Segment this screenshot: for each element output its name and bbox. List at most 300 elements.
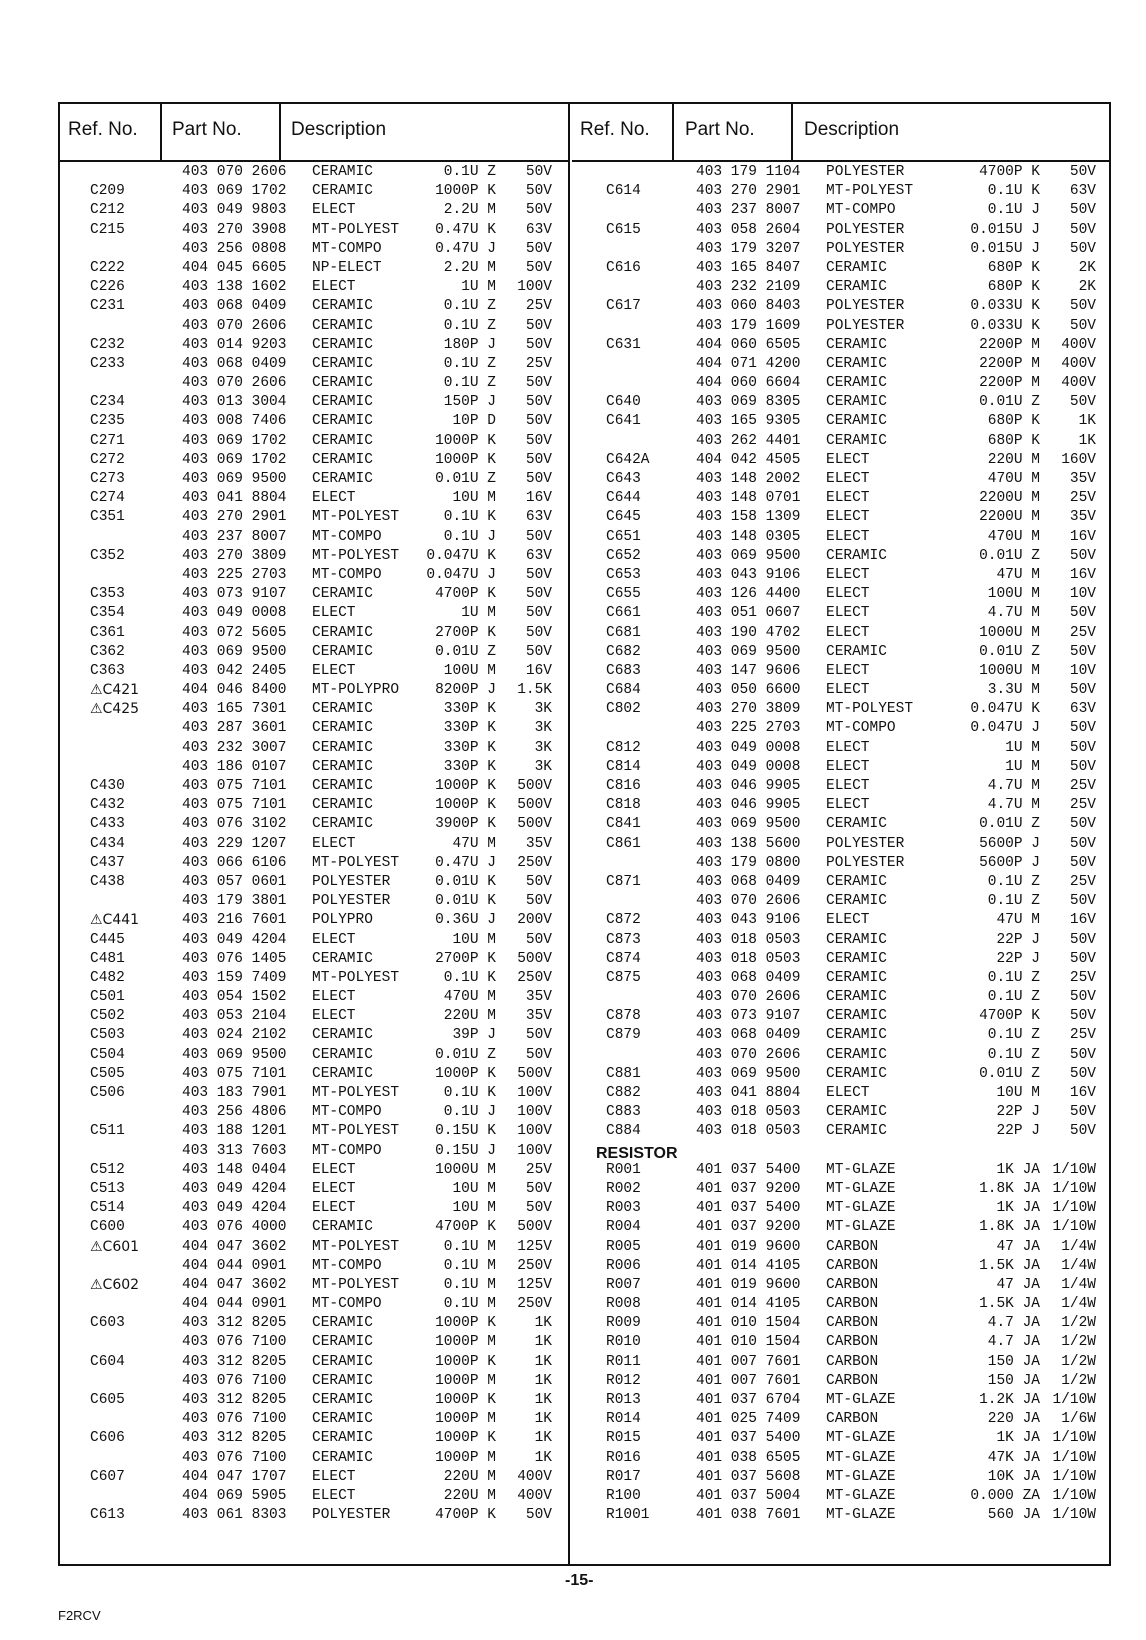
table-row bbox=[60, 411, 568, 430]
rating: 50V bbox=[1069, 835, 1096, 852]
value: 100U M bbox=[987, 586, 1040, 603]
rating: 25V bbox=[525, 1161, 552, 1178]
value: 10U M bbox=[452, 931, 496, 948]
value: 150 JA bbox=[987, 1353, 1040, 1370]
ref-no: C482 bbox=[90, 969, 125, 986]
description: CERAMIC bbox=[826, 1008, 887, 1025]
value: 1K JA bbox=[996, 1161, 1040, 1178]
value: 4700P K bbox=[979, 164, 1040, 180]
part-no: 403 049 0008 bbox=[182, 605, 287, 622]
description: CERAMIC bbox=[312, 950, 373, 967]
table-row bbox=[60, 1198, 568, 1217]
description: CARBON bbox=[826, 1315, 879, 1332]
part-no: 401 019 9600 bbox=[696, 1238, 801, 1255]
part-no: 404 044 0901 bbox=[182, 1296, 287, 1313]
part-no: 403 312 8205 bbox=[182, 1430, 287, 1447]
center-divider bbox=[568, 104, 570, 1564]
ref-no: C501 bbox=[90, 989, 125, 1006]
rating: 25V bbox=[525, 298, 552, 315]
ref-no: ⚠C421 bbox=[90, 682, 140, 699]
value: 0.01U Z bbox=[979, 643, 1040, 660]
parts-table bbox=[58, 102, 1111, 1566]
rating: 1K bbox=[534, 1430, 552, 1447]
part-no: 403 070 2606 bbox=[182, 164, 287, 180]
ref-no: R002 bbox=[606, 1180, 641, 1197]
rating: 50V bbox=[1069, 739, 1096, 756]
value: 1000P K bbox=[435, 451, 496, 468]
description: ELECT bbox=[826, 758, 870, 775]
description: CERAMIC bbox=[312, 1430, 373, 1447]
table-row bbox=[60, 220, 568, 239]
part-no: 401 037 5400 bbox=[696, 1430, 801, 1447]
ref-no: C616 bbox=[606, 259, 641, 276]
rating: 1K bbox=[534, 1334, 552, 1351]
rating: 50V bbox=[525, 432, 552, 449]
description: CERAMIC bbox=[312, 1372, 373, 1389]
description: POLYESTER bbox=[826, 221, 905, 238]
rating: 50V bbox=[1069, 816, 1096, 833]
part-no: 403 076 3102 bbox=[182, 816, 287, 833]
rating: 25V bbox=[1069, 969, 1096, 986]
part-no: 403 024 2102 bbox=[182, 1027, 287, 1044]
ref-no: C683 bbox=[606, 662, 641, 679]
ref-no: C652 bbox=[606, 547, 641, 564]
part-no: 403 270 2901 bbox=[696, 183, 801, 200]
value: 1000P M bbox=[435, 1411, 496, 1428]
rating: 400V bbox=[1061, 355, 1096, 372]
ref-no: C274 bbox=[90, 490, 125, 507]
table-row bbox=[572, 968, 1112, 987]
ref-no: C643 bbox=[606, 471, 641, 487]
part-no: 403 069 9500 bbox=[182, 1046, 287, 1063]
rating: 1/10W bbox=[1052, 1200, 1096, 1217]
rating: 500V bbox=[517, 816, 552, 833]
ref-no: C613 bbox=[90, 1507, 125, 1524]
description: NP-ELECT bbox=[312, 259, 382, 276]
table-row bbox=[572, 507, 1112, 526]
value: 0.01U K bbox=[435, 873, 496, 890]
table-row bbox=[60, 1006, 568, 1025]
description: ELECT bbox=[826, 528, 870, 545]
rating: 50V bbox=[1069, 758, 1096, 775]
rating: 35V bbox=[1069, 509, 1096, 526]
part-no: 403 018 0503 bbox=[696, 931, 801, 948]
ref-no: C871 bbox=[606, 873, 641, 890]
rating: 35V bbox=[1069, 471, 1096, 487]
ref-no: C875 bbox=[606, 969, 641, 986]
table-row bbox=[572, 565, 1112, 584]
value: 330P K bbox=[443, 739, 496, 756]
rating: 500V bbox=[517, 778, 552, 794]
description: MT-POLYEST bbox=[826, 183, 914, 200]
part-no: 403 165 9305 bbox=[696, 413, 801, 430]
part-no: 403 066 6106 bbox=[182, 854, 287, 871]
table-row bbox=[60, 584, 568, 603]
description: ELECT bbox=[826, 624, 870, 641]
description: POLYESTER bbox=[826, 854, 905, 871]
description: CERAMIC bbox=[826, 413, 887, 430]
part-no: 403 049 4204 bbox=[182, 1200, 287, 1217]
table-row bbox=[572, 1313, 1112, 1332]
table-row bbox=[572, 795, 1112, 814]
part-no: 403 256 4806 bbox=[182, 1104, 287, 1121]
rating: 100V bbox=[517, 1123, 552, 1140]
rating: 1K bbox=[534, 1392, 552, 1408]
part-no: 403 018 0503 bbox=[696, 1104, 801, 1121]
rating: 50V bbox=[525, 1027, 552, 1044]
ref-no: C651 bbox=[606, 528, 641, 545]
rating: 1K bbox=[1078, 413, 1096, 430]
value: 150 JA bbox=[987, 1372, 1040, 1389]
part-no: 403 190 4702 bbox=[696, 624, 801, 641]
value: 1U M bbox=[461, 279, 496, 296]
description: MT-POLYEST bbox=[312, 969, 400, 986]
ref-no: C215 bbox=[90, 221, 125, 238]
description: MT-COMPO bbox=[312, 528, 382, 545]
ref-no: R100 bbox=[606, 1487, 641, 1504]
table-row bbox=[60, 277, 568, 296]
rating: 100V bbox=[517, 1085, 552, 1101]
value: 1.8K JA bbox=[979, 1219, 1040, 1236]
table-row bbox=[60, 1428, 568, 1447]
value: 2200U M bbox=[979, 490, 1040, 507]
value: 0.01U K bbox=[435, 893, 496, 910]
description: CERAMIC bbox=[312, 298, 373, 315]
value: 0.01U Z bbox=[435, 643, 496, 660]
part-no: 403 013 3004 bbox=[182, 394, 287, 411]
rating: 35V bbox=[525, 1008, 552, 1025]
table-row bbox=[60, 1332, 568, 1351]
table-row bbox=[60, 488, 568, 507]
table-row bbox=[572, 1294, 1112, 1313]
table-row bbox=[60, 1275, 568, 1294]
description: CERAMIC bbox=[826, 375, 887, 392]
table-row bbox=[572, 527, 1112, 546]
table-row bbox=[60, 795, 568, 814]
value: 0.01U Z bbox=[435, 471, 496, 487]
rating: 10V bbox=[1069, 662, 1096, 679]
rating: 50V bbox=[1069, 547, 1096, 564]
description: MT-COMPO bbox=[312, 240, 382, 257]
part-no: 403 008 7406 bbox=[182, 413, 287, 430]
rating: 2K bbox=[1078, 259, 1096, 276]
description: MT-COMPO bbox=[312, 1257, 382, 1274]
ref-no: C362 bbox=[90, 643, 125, 660]
ref-no: R006 bbox=[606, 1257, 641, 1274]
value: 4.7U M bbox=[987, 605, 1040, 622]
description: CERAMIC bbox=[312, 375, 373, 392]
part-no: 403 072 5605 bbox=[182, 624, 287, 641]
description: ELECT bbox=[312, 279, 356, 296]
value: 2200U M bbox=[979, 509, 1040, 526]
part-no: 403 076 7100 bbox=[182, 1449, 287, 1466]
value: 0.1U J bbox=[443, 528, 496, 545]
ref-no-header: Ref. No. bbox=[580, 119, 650, 140]
value: 0.1U M bbox=[443, 1296, 496, 1313]
ref-no: R014 bbox=[606, 1411, 641, 1428]
table-row bbox=[60, 987, 568, 1006]
ref-no: C272 bbox=[90, 451, 125, 468]
part-no: 403 041 8804 bbox=[182, 490, 287, 507]
part-no: 403 051 0607 bbox=[696, 605, 801, 622]
part-no: 403 232 2109 bbox=[696, 279, 801, 296]
ref-no: C682 bbox=[606, 643, 641, 660]
part-no: 403 068 0409 bbox=[696, 1027, 801, 1044]
value: 2200P M bbox=[979, 355, 1040, 372]
table-row bbox=[60, 603, 568, 622]
table-row bbox=[572, 277, 1112, 296]
rating: 1/10W bbox=[1052, 1449, 1096, 1466]
rating: 50V bbox=[1069, 1123, 1096, 1140]
part-no: 401 019 9600 bbox=[696, 1276, 801, 1293]
description: CARBON bbox=[826, 1372, 879, 1389]
ref-no: C684 bbox=[606, 682, 641, 699]
ref-no: C861 bbox=[606, 835, 641, 852]
table-row bbox=[60, 1179, 568, 1198]
ref-no: C361 bbox=[90, 624, 125, 641]
divider bbox=[791, 104, 793, 160]
table-row bbox=[60, 546, 568, 565]
description: CERAMIC bbox=[312, 720, 373, 737]
ref-no: C233 bbox=[90, 355, 125, 372]
ref-no: C655 bbox=[606, 586, 641, 603]
rating: 50V bbox=[1069, 931, 1096, 948]
rating: 50V bbox=[1069, 1065, 1096, 1082]
part-no: 403 158 1309 bbox=[696, 509, 801, 526]
part-no: 403 076 7100 bbox=[182, 1372, 287, 1389]
description: CERAMIC bbox=[312, 1219, 373, 1236]
value: 22P J bbox=[996, 1104, 1040, 1121]
rating: 400V bbox=[517, 1468, 552, 1485]
ref-no: C606 bbox=[90, 1430, 125, 1447]
table-row bbox=[572, 1025, 1112, 1044]
ref-no: C645 bbox=[606, 509, 641, 526]
ref-no: C513 bbox=[90, 1180, 125, 1197]
ref-no: C883 bbox=[606, 1104, 641, 1121]
rating: 50V bbox=[525, 586, 552, 603]
description: MT-COMPO bbox=[312, 566, 382, 583]
description: CARBON bbox=[826, 1353, 879, 1370]
rating: 1K bbox=[534, 1353, 552, 1370]
rating: 50V bbox=[525, 259, 552, 276]
ref-no: C212 bbox=[90, 202, 125, 219]
description: CERAMIC bbox=[312, 164, 373, 180]
table-row bbox=[60, 1448, 568, 1467]
table-row bbox=[572, 296, 1112, 315]
description: CERAMIC bbox=[312, 317, 373, 334]
table-row bbox=[60, 776, 568, 795]
rating: 1/10W bbox=[1052, 1180, 1096, 1197]
description: CERAMIC bbox=[826, 547, 887, 564]
divider bbox=[160, 104, 162, 160]
table-row bbox=[60, 316, 568, 335]
description: CERAMIC bbox=[312, 451, 373, 468]
ref-no: C445 bbox=[90, 931, 125, 948]
description: CERAMIC bbox=[312, 586, 373, 603]
part-no: 403 049 0008 bbox=[696, 758, 801, 775]
table-row bbox=[572, 584, 1112, 603]
part-no: 403 018 0503 bbox=[696, 1123, 801, 1140]
value: 1U M bbox=[1005, 758, 1040, 775]
rating: 400V bbox=[1061, 375, 1096, 392]
table-row bbox=[572, 1371, 1112, 1390]
part-no: 401 038 7601 bbox=[696, 1507, 801, 1524]
rating: 50V bbox=[1069, 221, 1096, 238]
table-row bbox=[60, 853, 568, 872]
part-no: 403 070 2606 bbox=[696, 989, 801, 1006]
part-no: 403 069 9500 bbox=[182, 643, 287, 660]
value: 680P K bbox=[987, 413, 1040, 430]
value: 0.36U J bbox=[435, 912, 496, 929]
description: ELECT bbox=[826, 682, 870, 699]
description: POLYESTER bbox=[826, 317, 905, 334]
table-row bbox=[572, 1045, 1112, 1064]
table-row bbox=[572, 1121, 1112, 1140]
description: CARBON bbox=[826, 1296, 879, 1313]
part-no: 401 007 7601 bbox=[696, 1372, 801, 1389]
part-no: 403 070 2606 bbox=[696, 1046, 801, 1063]
table-row bbox=[60, 872, 568, 891]
part-no: 401 014 4105 bbox=[696, 1257, 801, 1274]
ref-no: C841 bbox=[606, 816, 641, 833]
part-no: 403 165 8407 bbox=[696, 259, 801, 276]
value: 22P J bbox=[996, 950, 1040, 967]
table-row bbox=[60, 1294, 568, 1313]
description: POLYESTER bbox=[826, 240, 905, 257]
description: CERAMIC bbox=[826, 931, 887, 948]
table-row bbox=[572, 1064, 1112, 1083]
rating: 25V bbox=[525, 355, 552, 372]
ref-no: C354 bbox=[90, 605, 125, 622]
ref-no: R012 bbox=[606, 1372, 641, 1389]
rating: 50V bbox=[525, 1046, 552, 1063]
ref-no: C816 bbox=[606, 778, 641, 794]
value: 0.1U Z bbox=[987, 989, 1040, 1006]
table-row bbox=[60, 968, 568, 987]
description: MT-COMPO bbox=[312, 1296, 382, 1313]
ref-no: R005 bbox=[606, 1238, 641, 1255]
value: 0.47U J bbox=[435, 854, 496, 871]
ref-no: C617 bbox=[606, 298, 641, 315]
table-row bbox=[60, 757, 568, 776]
part-no: 403 073 9107 bbox=[182, 586, 287, 603]
description: CERAMIC bbox=[312, 1027, 373, 1044]
value: 2.2U M bbox=[443, 202, 496, 219]
part-no: 404 047 3602 bbox=[182, 1276, 287, 1293]
value: 1U M bbox=[1005, 739, 1040, 756]
table-row bbox=[572, 623, 1112, 642]
part-no: 403 179 3801 bbox=[182, 893, 287, 910]
value: 0.15U K bbox=[435, 1123, 496, 1140]
value: 1000P K bbox=[435, 183, 496, 200]
part-no: 403 148 0701 bbox=[696, 490, 801, 507]
ref-no: C879 bbox=[606, 1027, 641, 1044]
rating: 1K bbox=[534, 1315, 552, 1332]
value: 0.1U M bbox=[443, 1257, 496, 1274]
ref-no: C234 bbox=[90, 394, 125, 411]
value: 0.1U Z bbox=[987, 873, 1040, 890]
ref-no: C641 bbox=[606, 413, 641, 430]
part-no: 403 041 8804 bbox=[696, 1085, 801, 1101]
description: CERAMIC bbox=[312, 778, 373, 794]
value: 0.1U J bbox=[987, 202, 1040, 219]
table-row bbox=[572, 642, 1112, 661]
table-row bbox=[60, 373, 568, 392]
value: 0.1U J bbox=[443, 1104, 496, 1121]
table-row bbox=[572, 1409, 1112, 1428]
part-no: 401 037 5400 bbox=[696, 1161, 801, 1178]
table-row bbox=[60, 930, 568, 949]
description: ELECT bbox=[826, 739, 870, 756]
description: CERAMIC bbox=[312, 432, 373, 449]
part-no: 403 270 3809 bbox=[696, 701, 801, 718]
ref-no: R007 bbox=[606, 1276, 641, 1293]
table-row bbox=[60, 1409, 568, 1428]
table-row bbox=[572, 757, 1112, 776]
description: CERAMIC bbox=[312, 394, 373, 411]
rating: 2K bbox=[1078, 279, 1096, 296]
part-no: 403 148 0305 bbox=[696, 528, 801, 545]
rating: 1/10W bbox=[1052, 1219, 1096, 1236]
part-no: 403 076 4000 bbox=[182, 1219, 287, 1236]
table-row bbox=[60, 949, 568, 968]
ref-no-header: Ref. No. bbox=[68, 119, 138, 140]
table-row bbox=[60, 1256, 568, 1275]
table-row bbox=[572, 354, 1112, 373]
ref-no: C353 bbox=[90, 586, 125, 603]
table-row bbox=[572, 1006, 1112, 1025]
table-row bbox=[572, 603, 1112, 622]
description: MT-GLAZE bbox=[826, 1200, 896, 1217]
value: 1000P K bbox=[435, 1392, 496, 1408]
part-no: 403 069 9500 bbox=[696, 816, 801, 833]
part-no: 403 186 0107 bbox=[182, 758, 287, 775]
table-row bbox=[60, 431, 568, 450]
ref-no: C661 bbox=[606, 605, 641, 622]
rating: 50V bbox=[525, 471, 552, 487]
value: 0.1U K bbox=[443, 969, 496, 986]
description: CARBON bbox=[826, 1411, 879, 1428]
value: 220U M bbox=[443, 1487, 496, 1504]
rating: 50V bbox=[1069, 202, 1096, 219]
description: CARBON bbox=[826, 1238, 879, 1255]
rating: 10V bbox=[1069, 586, 1096, 603]
value: 1000P M bbox=[435, 1372, 496, 1389]
left-column bbox=[60, 162, 568, 1524]
value: 4.7U M bbox=[987, 778, 1040, 794]
value: 0.1U K bbox=[443, 1085, 496, 1101]
table-row bbox=[60, 335, 568, 354]
part-no: 403 165 7301 bbox=[182, 701, 287, 718]
description: MT-POLYEST bbox=[312, 547, 400, 564]
value: 0.1U Z bbox=[443, 355, 496, 372]
rating: 1/2W bbox=[1061, 1334, 1096, 1351]
table-row bbox=[572, 469, 1112, 488]
rating: 125V bbox=[517, 1276, 552, 1293]
rating: 3K bbox=[534, 701, 552, 718]
rating: 63V bbox=[525, 221, 552, 238]
description: POLYPRO bbox=[312, 912, 373, 929]
part-no: 403 179 3207 bbox=[696, 240, 801, 257]
ref-no: C878 bbox=[606, 1008, 641, 1025]
ref-no: R013 bbox=[606, 1392, 641, 1408]
part-no: 403 225 2703 bbox=[696, 720, 801, 737]
part-no: 403 287 3601 bbox=[182, 720, 287, 737]
table-row bbox=[572, 872, 1112, 891]
table-row bbox=[572, 1428, 1112, 1447]
value: 100U M bbox=[443, 662, 496, 679]
header-left bbox=[60, 104, 570, 162]
